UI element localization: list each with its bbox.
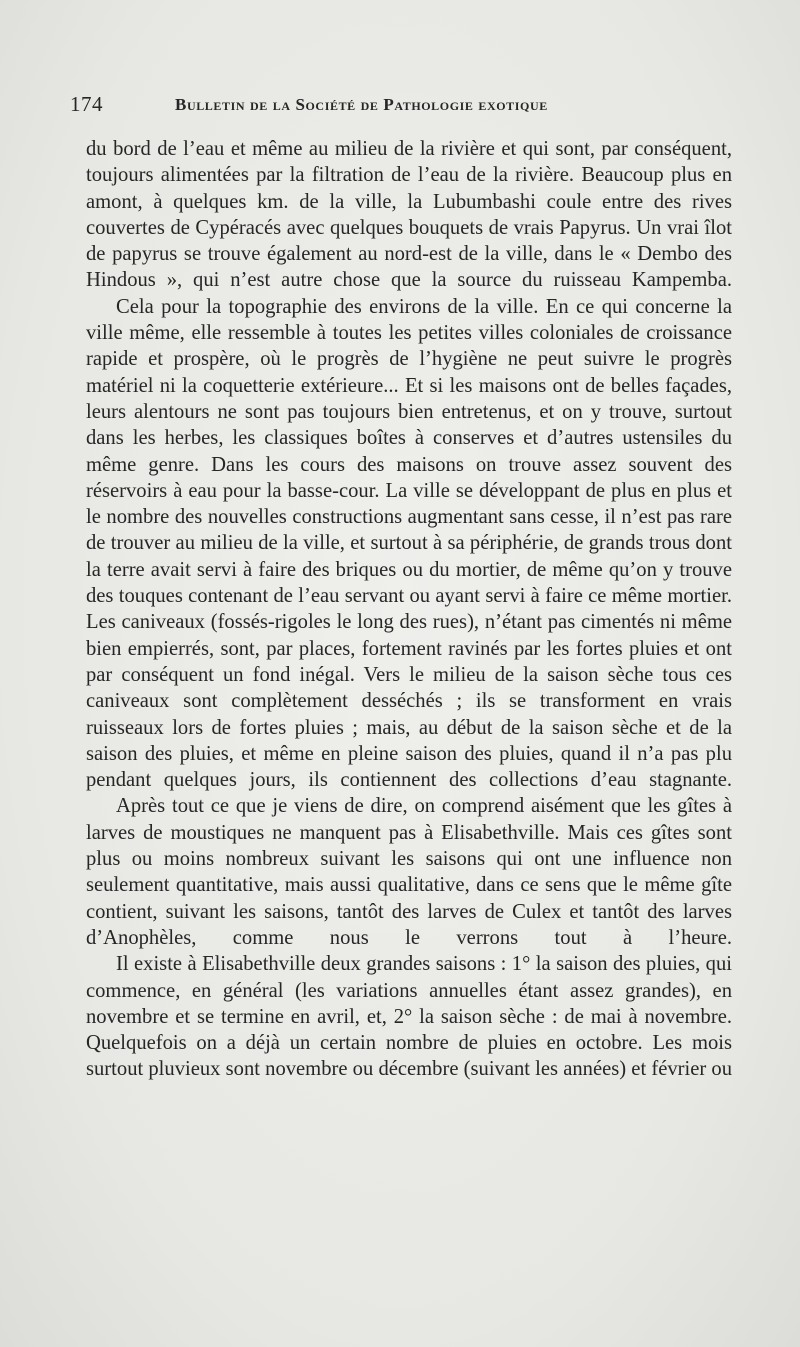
paragraph-seasons: Il existe à Elisabethville deux grandes saisons : 1° la saison des pluies, qui commence, en général (les variations annuelles étant assez grandes), en novembre et se termine en avril, et, 2° la saison sèche : de mai à novembre. Quelquefois on a déjà un certain nombre de pluies en octobre. Les mois surtout pluvieux sont novembre ou décembre (suivant les années) et février ou bbox=[86, 953, 732, 1081]
running-head bbox=[70, 92, 740, 118]
paragraph-larval-sites: Après tout ce que je viens de dire, on comprend aisément que les gîtes à larves de moustiques ne manquent pas à Elisabethville. Mais ces gîtes sont plus ou moins nombreux suivant les saisons qui ont une influence non seulement quantitative, mais aussi qualitative, dans ce sens que le même gîte contient, suivant les saisons, tantôt des larves de Culex et tantôt des larves d’Anophèles, comme nous le verrons tout à l’heure. bbox=[86, 795, 732, 949]
paragraph-continuation: du bord de l’eau et même au milieu de la rivière et qui sont, par conséquent, toujours alimentées par la filtration de l’eau de la rivière. Beaucoup plus en amont, à quelques km. de la ville, la Lubumbashi coule entre des rives couvertes de Cypéracés avec quelques bouquets de vrais Papyrus. Un vrai îlot de papyrus se trouve également au nord-est de la ville, dans le « Dembo des Hindous », qui n’est autre chose que la source du ruisseau Kampemba. bbox=[86, 138, 732, 292]
page-number: 174 bbox=[70, 92, 103, 116]
paragraph-town-description: Cela pour la topographie des environs de la ville. En ce qui concerne la ville même, elle ressemble à toutes les petites villes coloniales de croissance rapide et prospère, où le progrès de l’hygiène ne peut suivre le progrès matériel ni la coquetterie extérieure... Et si les maisons ont de belles façades, leurs alentours ne sont pas toujours bien entretenus, et on y trouve, surtout dans les herbes, les classiques boîtes à conserves et d’autres ustensiles du même genre. Dans les cours des maisons on trouve assez souvent des réservoirs à eau pour la basse-cour. La ville se développant de plus en plus et le nombre des nouvelles constructions augmentant sans cesse, il n’est pas rare de trouver au milieu de la ville, et surtout à sa périphérie, de grands trous dont la terre avait servi à faire des briques ou du mortier, de même qu’on y trouve des touques contenant de l’eau servant ou ayant servi à faire ce même mortier. Les caniveaux (fossés-rigoles le long des rues), n’étant pas cimentés ni même bien empierrés, sont, par places, fortement ravinés par les fortes pluies et ont par conséquent un fond inégal. Vers le milieu de la saison sèche tous ces caniveaux sont complètement desséchés ; ils se transforment en vrais ruisseaux lors de fortes pluies ; mais, au début de la saison sèche et de la saison des pluies, et même en pleine saison des pluies, quand il n’a pas plu pendant quelques jours, ils contiennent des collections d’eau stagnante. bbox=[86, 295, 732, 792]
body-text bbox=[86, 136, 732, 1083]
journal-title: Bulletin de la Société de Pathologie exotique bbox=[175, 95, 548, 114]
